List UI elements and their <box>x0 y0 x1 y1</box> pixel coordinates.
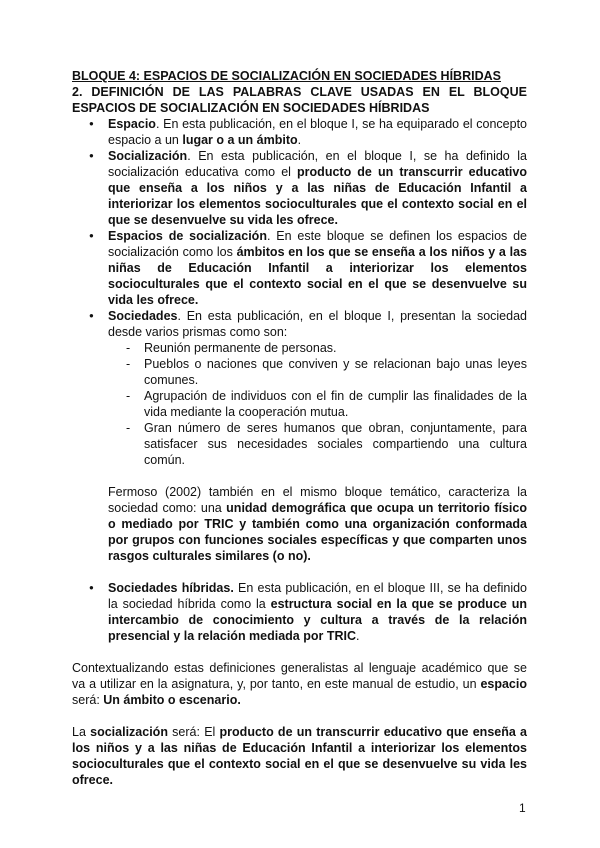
sub-item: - Agrupación de individuos con el fin de cumplir las finalidades de la vida mediante la cooperación mutua. <box>144 388 527 420</box>
list-item-sociedades: ● Sociedades. En esta publicación, en el bloque I, presentan la sociedad desde varios prismas como son: - Reunión permanente de personas. - Pueblos o naciones que conviven y se relacionan bajo unas leyes comunes. - Agrupación de individuos con el fin de cumplir las finalidades de la vida mediante la cooperación mutua. - Gran número de seres humanos que obran, conjuntamente, para satisfacer sus necesidades sociales compartiendo una cultura común. <box>108 308 527 468</box>
page-number: 1 <box>519 801 526 815</box>
sub-item: - Pueblos o naciones que conviven y se relacionan bajo unas leyes comunes. <box>144 356 527 388</box>
list-item-sociedades-hibridas: ● Sociedades híbridas. En esta publicación, en el bloque III, se ha definido la sociedad híbrida como la estructura social en la que se produce un intercambio de conocimiento y cultura a través de la relación presencial y la relación mediada por TRIC. <box>108 580 527 644</box>
term-sociedades: Sociedades <box>108 309 178 323</box>
term-espacios-socializacion: Espacios de socialización <box>108 229 267 243</box>
block-title: BLOQUE 4: ESPACIOS DE SOCIALIZACIÓN EN SOCIEDADES HÍBRIDAS <box>72 69 501 83</box>
final-paragraph: La socialización será: El producto de un transcurrir educativo que enseña a los niños y a las niñas de Educación Infantil a interiorizar los elementos socioculturales que el contexto social en el que se desenvuelve su vida les ofrece. <box>72 725 527 787</box>
sub-item: - Gran número de seres humanos que obran, conjuntamente, para satisfacer sus necesidades sociales compartiendo una cultura común. <box>144 420 527 468</box>
context-paragraph: Contextualizando estas definiciones generalistas al lenguaje académico que se va a utilizar en la asignatura, y, por tanto, en este manual de estudio, un espacio será: Un ámbito o escenario. <box>72 661 527 707</box>
term-sociedades-hibridas: Sociedades híbridas. <box>108 581 234 595</box>
term-espacio: Espacio <box>108 117 156 131</box>
sociedades-sublist <box>108 340 527 468</box>
term-socializacion: Socialización <box>108 149 188 163</box>
section-title: 2. DEFINICIÓN DE LAS PALABRAS CLAVE USADAS EN EL BLOQUE ESPACIOS DE SOCIALIZACIÓN EN SOCIEDADES HÍBRIDAS <box>72 85 527 115</box>
list-item-espacios-socializacion: ● Espacios de socialización. En este bloque se definen los espacios de socialización como los ámbitos en los que se enseña a los niños y a las niñas de Educación Infantil a interiorizar los elementos socioculturales que el contexto social en el que se desenvuelve su vida les ofrece. <box>108 228 527 308</box>
document-page <box>72 68 527 788</box>
sub-item: - Reunión permanente de personas. <box>144 340 527 356</box>
list-item-socializacion: ● Socialización. En esta publicación, en el bloque I, se ha definido la socialización educativa como el producto de un transcurrir educativo que enseña a los niños y a las niñas de Educación Infantil a interiorizar los elementos socioculturales que el contexto social en el que se desenvuelve su vida les ofrece. <box>108 148 527 228</box>
list-item-espacio: ● Espacio. En esta publicación, en el bloque I, se ha equiparado el concepto espacio a un lugar o a un ámbito. <box>108 116 527 148</box>
definitions-list <box>72 116 527 468</box>
definitions-list-2 <box>72 580 527 644</box>
fermoso-paragraph: Fermoso (2002) también en el mismo bloque temático, caracteriza la sociedad como: una unidad demográfica que ocupa un territorio físico o mediado por TRIC y también como una organización conformada por grupos con funciones sociales específicas y que comparten unos rasgos culturales similares (o no). <box>108 485 527 563</box>
